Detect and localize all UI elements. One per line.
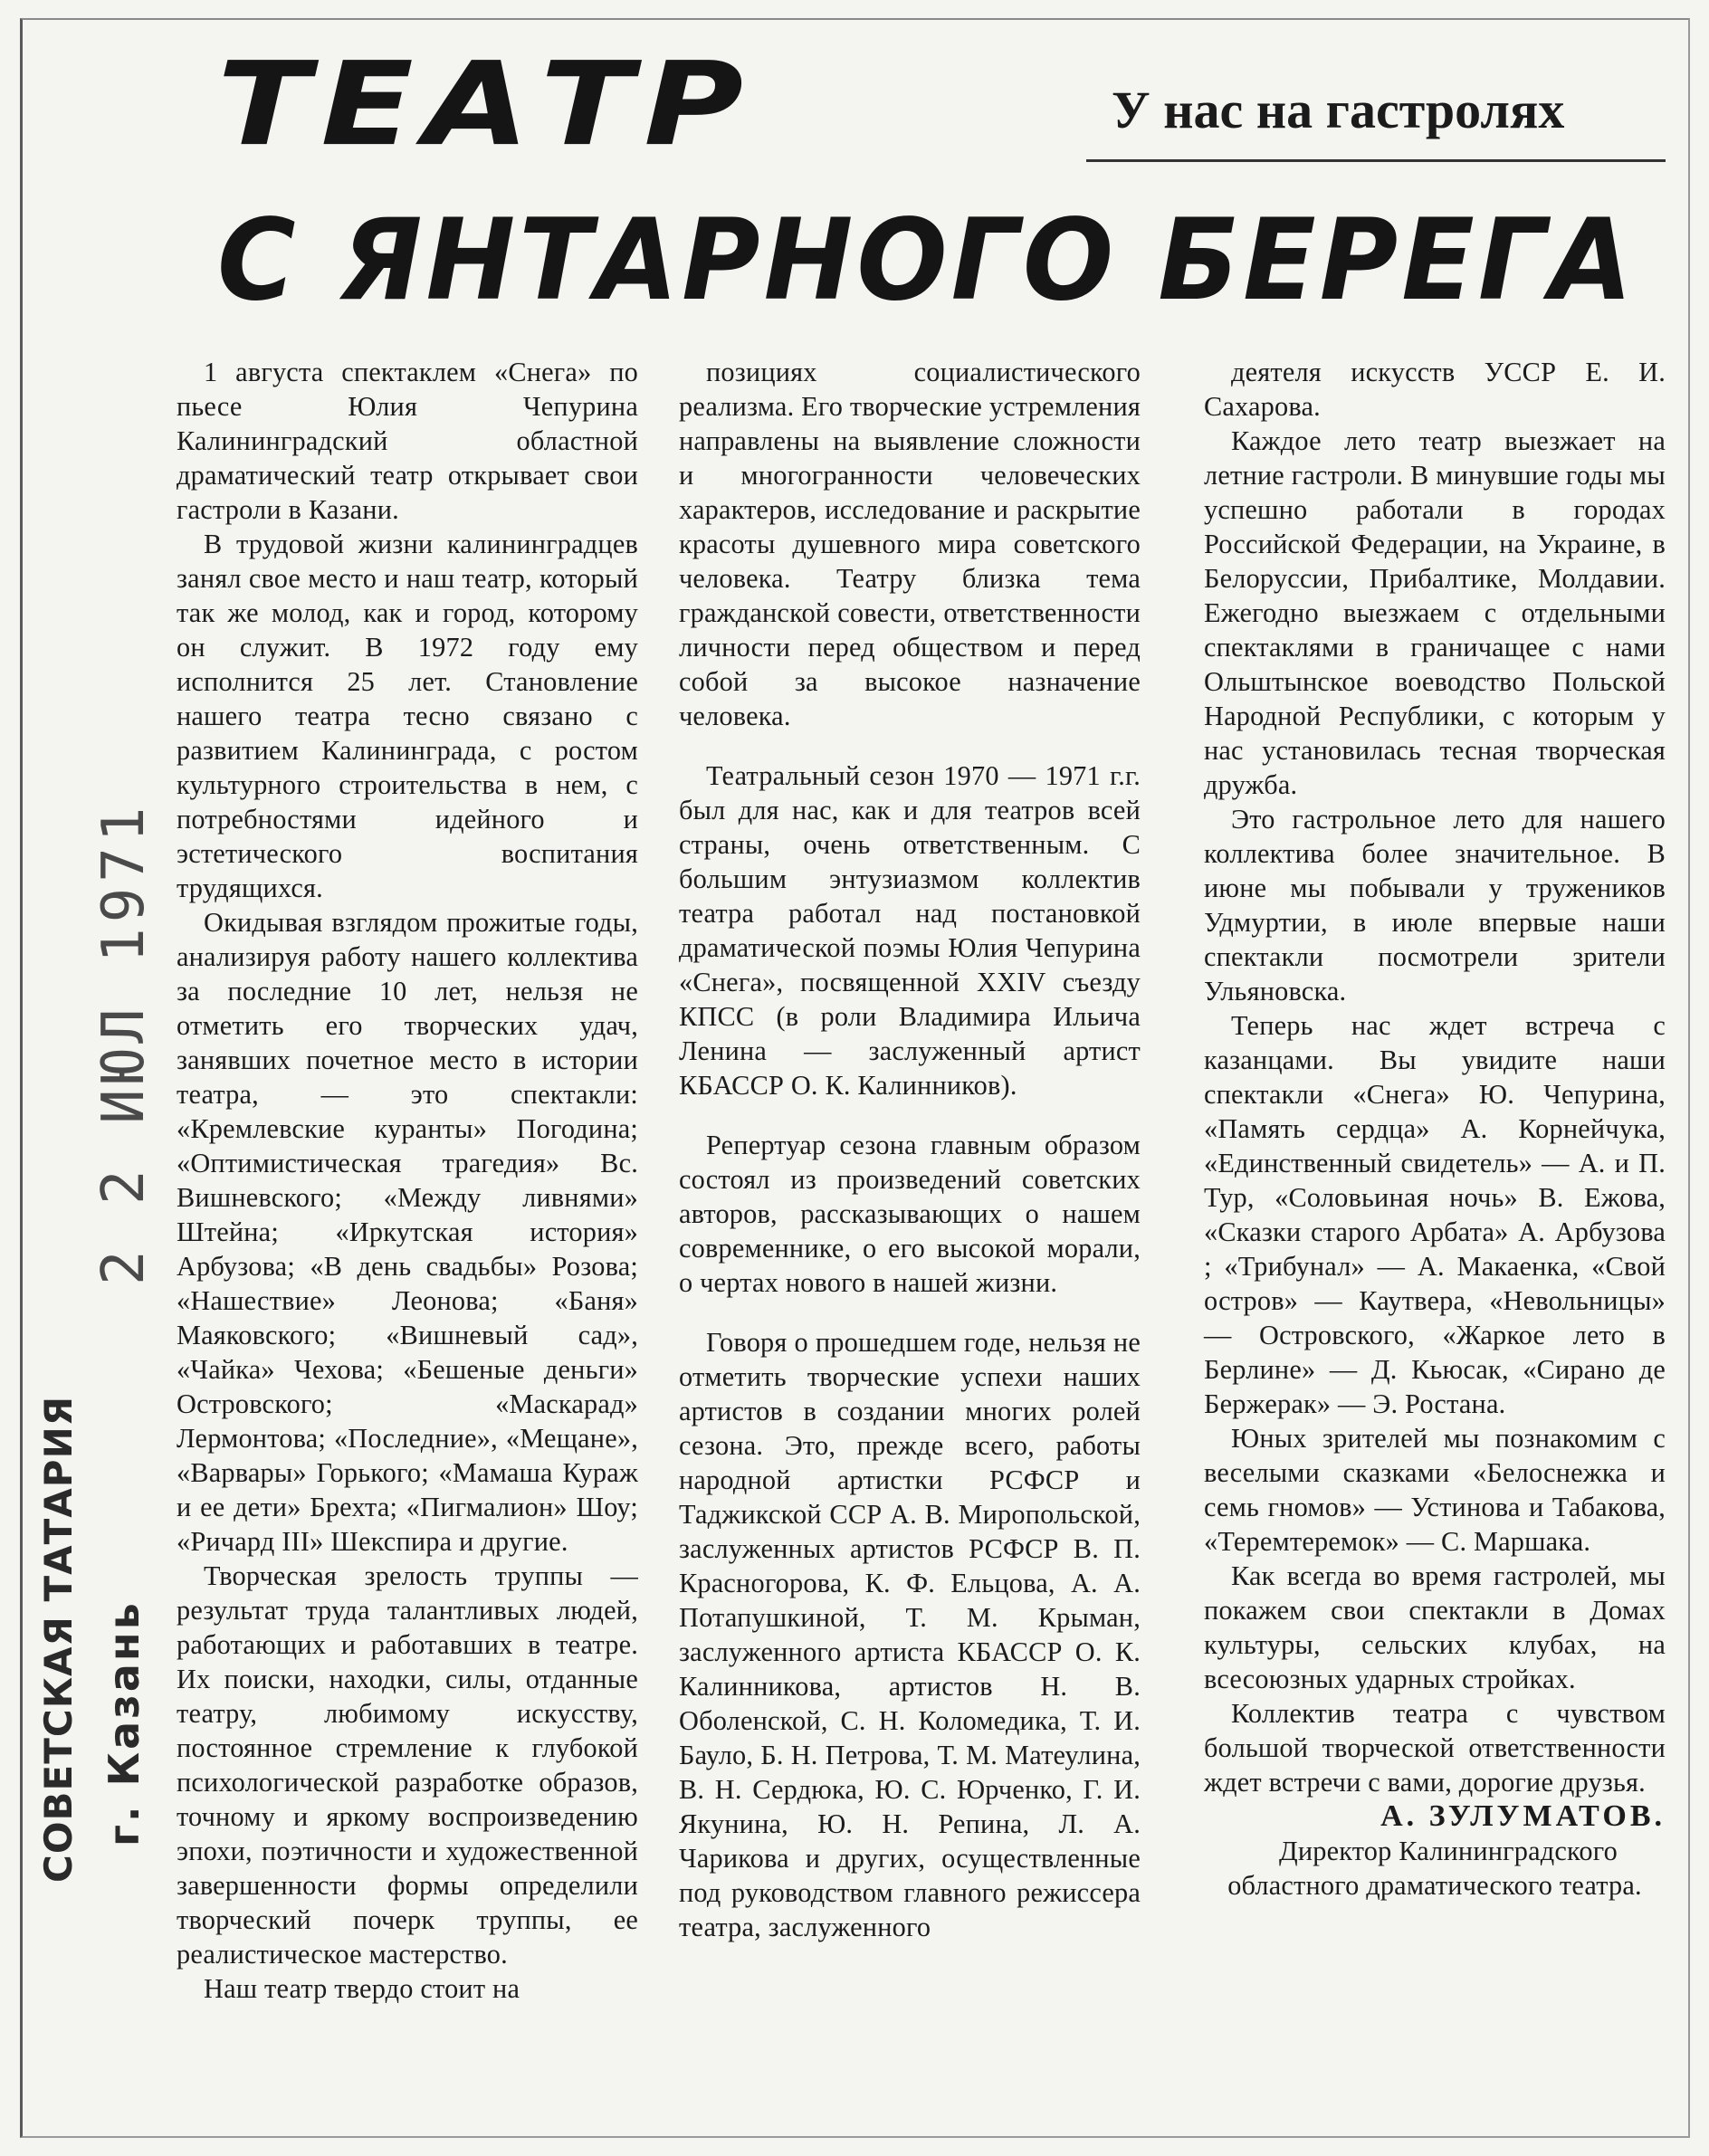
paragraph: Театральный сезон 1970 — 1971 г.г. был для нас, как и для театров всей страны, очень ответственным. С большим энтузиазмом коллектив театра работал над постановкой драматической поэмы Юлия Чепурина «Снега», посвященной XXIV съезду КПСС (в роли Владимира Ильича Ленина — заслуженный артист КБАССР О. К. Калинников). <box>679 760 1141 1101</box>
rubric: У нас на гастролях <box>1112 81 1565 139</box>
stamp-newspaper: СОВЕТСКАЯ ТАТАРИЯ <box>36 1395 81 1883</box>
stamp-city: г. Казань <box>100 1600 148 1846</box>
paragraph: позициях социалистического реализма. Его творческие устремления направлены на выявление сложности и многогранности человеческих характеров, исследование и раскрытие красоты душевного мира советского человека. Театру близка тема гражданской совести, ответственности личности перед обществом и перед собой за высокое назначение человека. <box>679 357 1141 731</box>
column-1 <box>177 355 638 2006</box>
paragraph: 1 августа спектаклем «Снега» по пьесе Юлия Чепурина Калининградский областной драматический театр открывает свои гастроли в Казани. <box>177 357 638 525</box>
headline-line-1: ТЕАТР <box>217 37 755 172</box>
paragraph: Каждое лето театр выезжает на летние гастроли. В минувшие годы мы успешно работали в городах Российской Федерации, на Украине, в Белоруссии, Прибалтике, Молдавии. Ежегодно выезжаем с отдельными спектаклями в граничащее с нами Ольштынское воеводство Польской Народной Республики, с которым у нас установилась тесная творческая дружба. <box>1204 425 1666 800</box>
paragraph: В трудовой жизни калининградцев занял свое место и наш театр, который так же молод, как и город, которому он служит. В 1972 году ему исполнится 25 лет. Становление нашего театра тесно связано с развитием Калининграда, с ростом культурного строительства в нем, с потребностями идейного и эстетического воспитания трудящихся. <box>177 529 638 903</box>
rubric-underline <box>1086 159 1666 162</box>
paragraph: Наш театр твердо стоит на <box>204 1973 520 2004</box>
paragraph: Это гастрольное лето для нашего коллектива более значительное. В июне мы побывали у тружеников Удмуртии, в июле впервые наши спектакли посмотрели зрители Ульяновска. <box>1204 804 1666 1006</box>
author-signature: А. ЗУЛУМАТОВ. <box>1380 1799 1666 1833</box>
column-2 <box>679 355 1141 1944</box>
author-role: Директор Калининградского областного драматического театра. <box>1227 1836 1642 1901</box>
paragraph: Юных зрителей мы познакомим с веселыми сказками «Белоснежка и семь гномов» — Устинова и Табакова, «Теремтеремок» — С. Маршака. <box>1204 1423 1666 1557</box>
paragraph: деятеля искусств УССР Е. И. Сахарова. <box>1204 357 1666 422</box>
paragraph: Окидывая взглядом прожитые годы, анализируя работу нашего коллектива за последние 10 лет, нельзя не отметить его творческих удач, занявших почетное место в истории театра, — это спектакли: «Кремлевские куранты» Погодина; «Оптимистическая трагедия» Вс. Вишневского; «Между ливнями» Штейна; «Иркутская история» Арбузова; «В день свадьбы» Розова; «Нашествие» Леонова; «Баня» Маяковского; «Вишневый сад», «Чайка» Чехова; «Бешеные деньги» Островского; «Маскарад» Лермонтова; «Последние», «Мещане», «Варвары» Горького; «Мамаша Кураж и ее дети» Брехта; «Пигмалион» Шоу; «Ричард III» Шекспира и другие. <box>177 907 638 1557</box>
paragraph: Творческая зрелость труппы — результат труда талантливых людей, работающих и работавших в театре. Их поиски, находки, силы, отданные театру, любимому искусству, постоянное стремление к глубокой психологической разработке образов, точному и яркому воспроизведению эпохи, поэтичности и художественной завершенности формы определили творческий почерк труппы, ее реалистическое мастерство. <box>177 1560 638 1970</box>
paragraph: Теперь нас ждет встреча с казанцами. Вы увидите наши спектакли «Снега» Ю. Чепурина, «Память сердца» А. Корнейчука, «Единственный свидетель» — А. и П. Тур, «Соловьиная ночь» В. Ежова, «Сказки старого Арбата» А. Арбузова ; «Трибунал» — А. Макаенка, «Свой остров» — Каутвера, «Невольницы» — Островского, «Жаркое лето в Берлине» — Д. Кьюсак, «Сирано де Бержерак» — Э. Ростана. <box>1204 1010 1666 1419</box>
paragraph: Как всегда во время гастролей, мы покажем свои спектакли в Домах культуры, сельских клубах, на всесоюзных ударных стройках. <box>1204 1560 1666 1694</box>
column-3 <box>1204 355 1666 1903</box>
stamp-date: 2 2 ИЮЛ 1971 <box>91 801 158 1285</box>
paragraph: Коллектив театра с чувством большой творческой ответственности ждет встречи с вами, дорогие друзья. <box>1204 1698 1666 1798</box>
headline-line-2: С ЯНТАРНОГО БЕРЕГА <box>217 194 1637 326</box>
paragraph: Репертуар сезона главным образом состоял из произведений советских авторов, рассказывающих о нашем современнике, о его высокой морали, о чертах нового в нашей жизни. <box>679 1130 1141 1298</box>
paragraph: Говоря о прошедшем годе, нельзя не отметить творческие успехи наших артистов в создании многих ролей сезона. Это, прежде всего, работы народной артистки РСФСР и Таджикской ССР А. В. Миропольской, заслуженных артистов РСФСР В. П. Красногорова, К. Ф. Ельцова, А. А. Потапушкиной, Т. М. Крыман, заслуженного артиста КБАССР О. К. Калинникова, артистов Н. В. Оболенской, С. Н. Коломедика, Т. И. Бауло, Б. Н. Петрова, Т. М. Матеулина, В. Н. Сердюка, Ю. С. Юрченко, Г. И. Якунина, Ю. Н. Репина, Л. А. Чарикова и других, осуществленные под руководством главного режиссера театра, заслуженного <box>679 1327 1141 1942</box>
